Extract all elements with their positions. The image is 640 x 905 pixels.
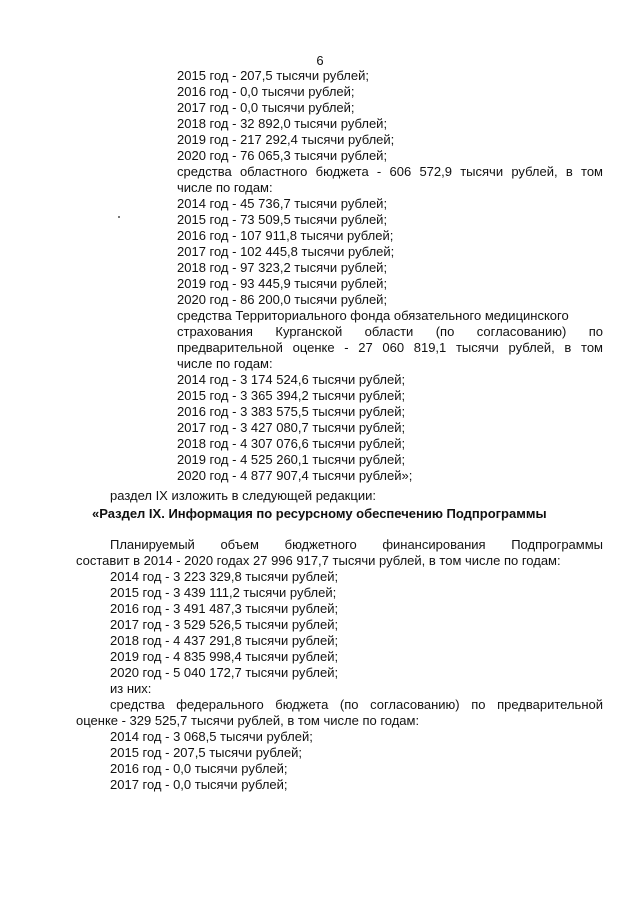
edit-instruction: раздел IX изложить в следующей редакции: [110, 488, 376, 503]
financing-paragraph: составит в 2014 - 2020 годах 27 996 917,7 тысячи рублей, в том числе по годам: [76, 553, 561, 568]
fund-year-line: 2020 год - 4 877 907,4 тысячи рублей»; [177, 468, 413, 483]
of-them-label: из них: [110, 681, 152, 696]
section-heading: «Раздел IX. Информация по ресурсному обеспечению Подпрограммы [92, 506, 547, 521]
total-year-line: 2014 год - 3 223 329,8 тысячи рублей; [110, 569, 339, 584]
federal-paragraph: средства федерального бюджета (по согласованию) по предварительной [110, 697, 603, 712]
regional-budget-text: средства областного бюджета - 606 572,9 тысячи рублей, в том [177, 164, 603, 179]
fund-year-line: 2019 год - 4 525 260,1 тысячи рублей; [177, 452, 406, 467]
federal-paragraph: оценке - 329 525,7 тысячи рублей, в том числе по годам: [76, 713, 420, 728]
federal-year-line: 2014 год - 3 068,5 тысячи рублей; [110, 729, 313, 744]
regional-budget-text: числе по годам: [177, 180, 273, 195]
regional-year-line: 2018 год - 97 323,2 тысячи рублей; [177, 260, 388, 275]
federal-year-line: 2015 год - 207,5 тысячи рублей; [177, 68, 369, 83]
fund-year-line: 2016 год - 3 383 575,5 тысячи рублей; [177, 404, 406, 419]
federal-year-line: 2016 год - 0,0 тысячи рублей; [110, 761, 288, 776]
fund-year-line: 2015 год - 3 365 394,2 тысячи рублей; [177, 388, 406, 403]
fund-text: числе по годам: [177, 356, 273, 371]
federal-year-line: 2015 год - 207,5 тысячи рублей; [110, 745, 302, 760]
total-year-line: 2015 год - 3 439 111,2 тысячи рублей; [110, 585, 337, 600]
total-year-line: 2020 год - 5 040 172,7 тысячи рублей; [110, 665, 339, 680]
regional-year-line: 2017 год - 102 445,8 тысячи рублей; [177, 244, 395, 259]
regional-year-line: 2020 год - 86 200,0 тысячи рублей; [177, 292, 388, 307]
regional-year-line: 2014 год - 45 736,7 тысячи рублей; [177, 196, 388, 211]
fund-text: предварительной оценке - 27 060 819,1 тысячи рублей, в том [177, 340, 603, 355]
regional-year-line: 2019 год - 93 445,9 тысячи рублей; [177, 276, 388, 291]
scan-speck [118, 216, 120, 218]
total-year-line: 2017 год - 3 529 526,5 тысячи рублей; [110, 617, 339, 632]
total-year-line: 2016 год - 3 491 487,3 тысячи рублей; [110, 601, 339, 616]
federal-year-line: 2020 год - 76 065,3 тысячи рублей; [177, 148, 388, 163]
fund-text: страхования Курганской области (по согласованию) по [177, 324, 603, 339]
total-year-line: 2019 год - 4 835 998,4 тысячи рублей; [110, 649, 339, 664]
federal-year-line: 2018 год - 32 892,0 тысячи рублей; [177, 116, 388, 131]
page-number: 6 [316, 53, 324, 68]
financing-paragraph: Планируемый объем бюджетного финансирования Подпрограммы [110, 537, 603, 552]
fund-year-line: 2018 год - 4 307 076,6 тысячи рублей; [177, 436, 406, 451]
regional-year-line: 2015 год - 73 509,5 тысячи рублей; [177, 212, 388, 227]
federal-year-line: 2016 год - 0,0 тысячи рублей; [177, 84, 355, 99]
federal-year-line: 2017 год - 0,0 тысячи рублей; [177, 100, 355, 115]
fund-text: средства Территориального фонда обязательного медицинского [177, 308, 569, 323]
fund-year-line: 2017 год - 3 427 080,7 тысячи рублей; [177, 420, 406, 435]
fund-year-line: 2014 год - 3 174 524,6 тысячи рублей; [177, 372, 406, 387]
total-year-line: 2018 год - 4 437 291,8 тысячи рублей; [110, 633, 339, 648]
federal-year-line: 2017 год - 0,0 тысячи рублей; [110, 777, 288, 792]
regional-year-line: 2016 год - 107 911,8 тысячи рублей; [177, 228, 394, 243]
federal-year-line: 2019 год - 217 292,4 тысячи рублей; [177, 132, 395, 147]
